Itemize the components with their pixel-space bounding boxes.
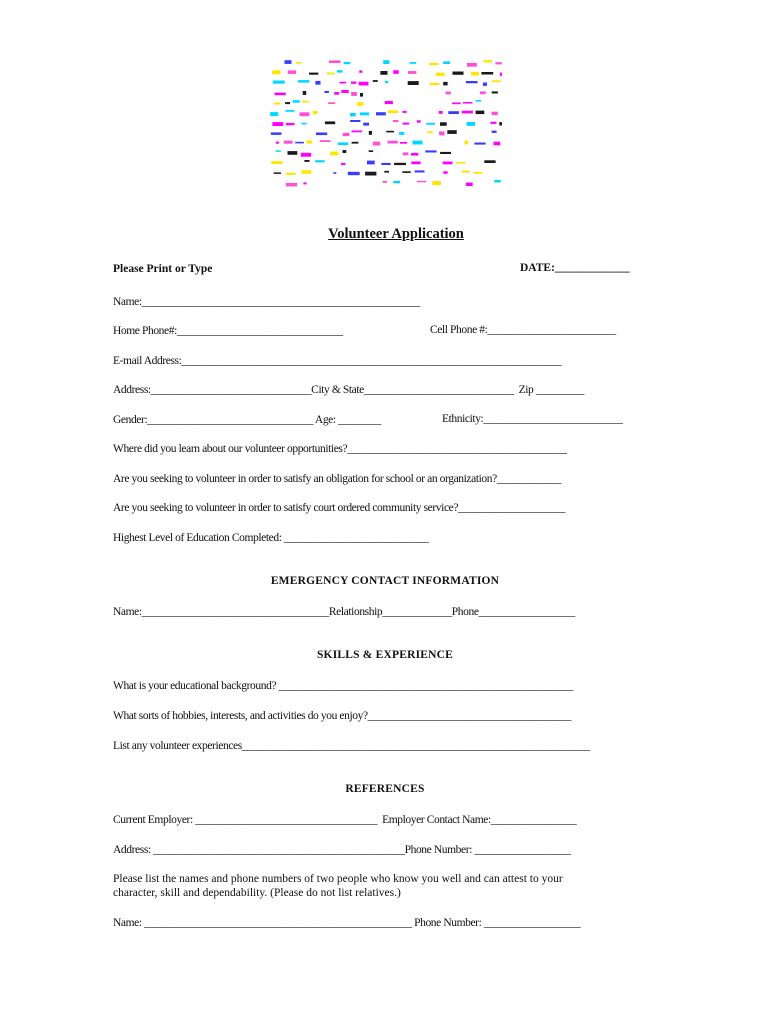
references-heading: REFERENCES: [345, 783, 425, 795]
organization-logo: [268, 56, 502, 190]
page-title: Volunteer Application: [328, 226, 464, 242]
name-field[interactable]: Name:____________________________________________________: [113, 296, 420, 308]
references-instructions-cont: character, skill and dependability. (Please do not list relatives.): [113, 887, 401, 899]
educational-background-field[interactable]: What is your educational background? _______________________________________________________: [113, 680, 573, 692]
current-employer-field[interactable]: Current Employer: __________________________________ Employer Contact Name:________________: [113, 814, 577, 826]
volunteer-experience-field[interactable]: List any volunteer experiences_________________________________________________________________: [113, 740, 590, 752]
references-instructions: Please list the names and phone numbers of two people who know you well and can attest to your: [113, 873, 563, 885]
learn-about-field[interactable]: Where did you learn about our volunteer opportunities?_________________________________________: [113, 443, 567, 455]
home-phone-field[interactable]: Home Phone#:_______________________________: [113, 325, 343, 337]
obligation-field[interactable]: Are you seeking to volunteer in order to satisfy an obligation for school or an organization?____________: [113, 473, 562, 485]
cell-phone-field[interactable]: Cell Phone #:________________________: [430, 324, 616, 336]
date-field[interactable]: DATE:_____________: [520, 262, 630, 274]
reference-name-field[interactable]: Name: __________________________________________________ Phone Number: __________________: [113, 917, 581, 929]
gender-age-field[interactable]: Gender:_______________________________ Age: ________: [113, 414, 381, 426]
address-field[interactable]: Address:______________________________City & State____________________________ Zip _________: [113, 384, 585, 396]
education-level-field[interactable]: Highest Level of Education Completed: ___________________________: [113, 532, 429, 544]
reference-address-field[interactable]: Address: _______________________________________________Phone Number: __________________: [113, 844, 571, 856]
ethnicity-field[interactable]: Ethnicity:__________________________: [442, 413, 623, 425]
email-field[interactable]: E-mail Address:_______________________________________________________________________: [113, 355, 562, 367]
court-service-field[interactable]: Are you seeking to volunteer in order to satisfy court ordered community service?____________________: [113, 502, 566, 514]
print-or-type-label: Please Print or Type: [113, 263, 213, 275]
skills-heading: SKILLS & EXPERIENCE: [316, 649, 454, 661]
hobbies-field[interactable]: What sorts of hobbies, interests, and activities do you enjoy?______________________________________: [113, 710, 571, 722]
emergency-contact-heading: EMERGENCY CONTACT INFORMATION: [270, 575, 500, 587]
emergency-contact-field[interactable]: Name:___________________________________Relationship_____________Phone__________________: [113, 606, 575, 618]
